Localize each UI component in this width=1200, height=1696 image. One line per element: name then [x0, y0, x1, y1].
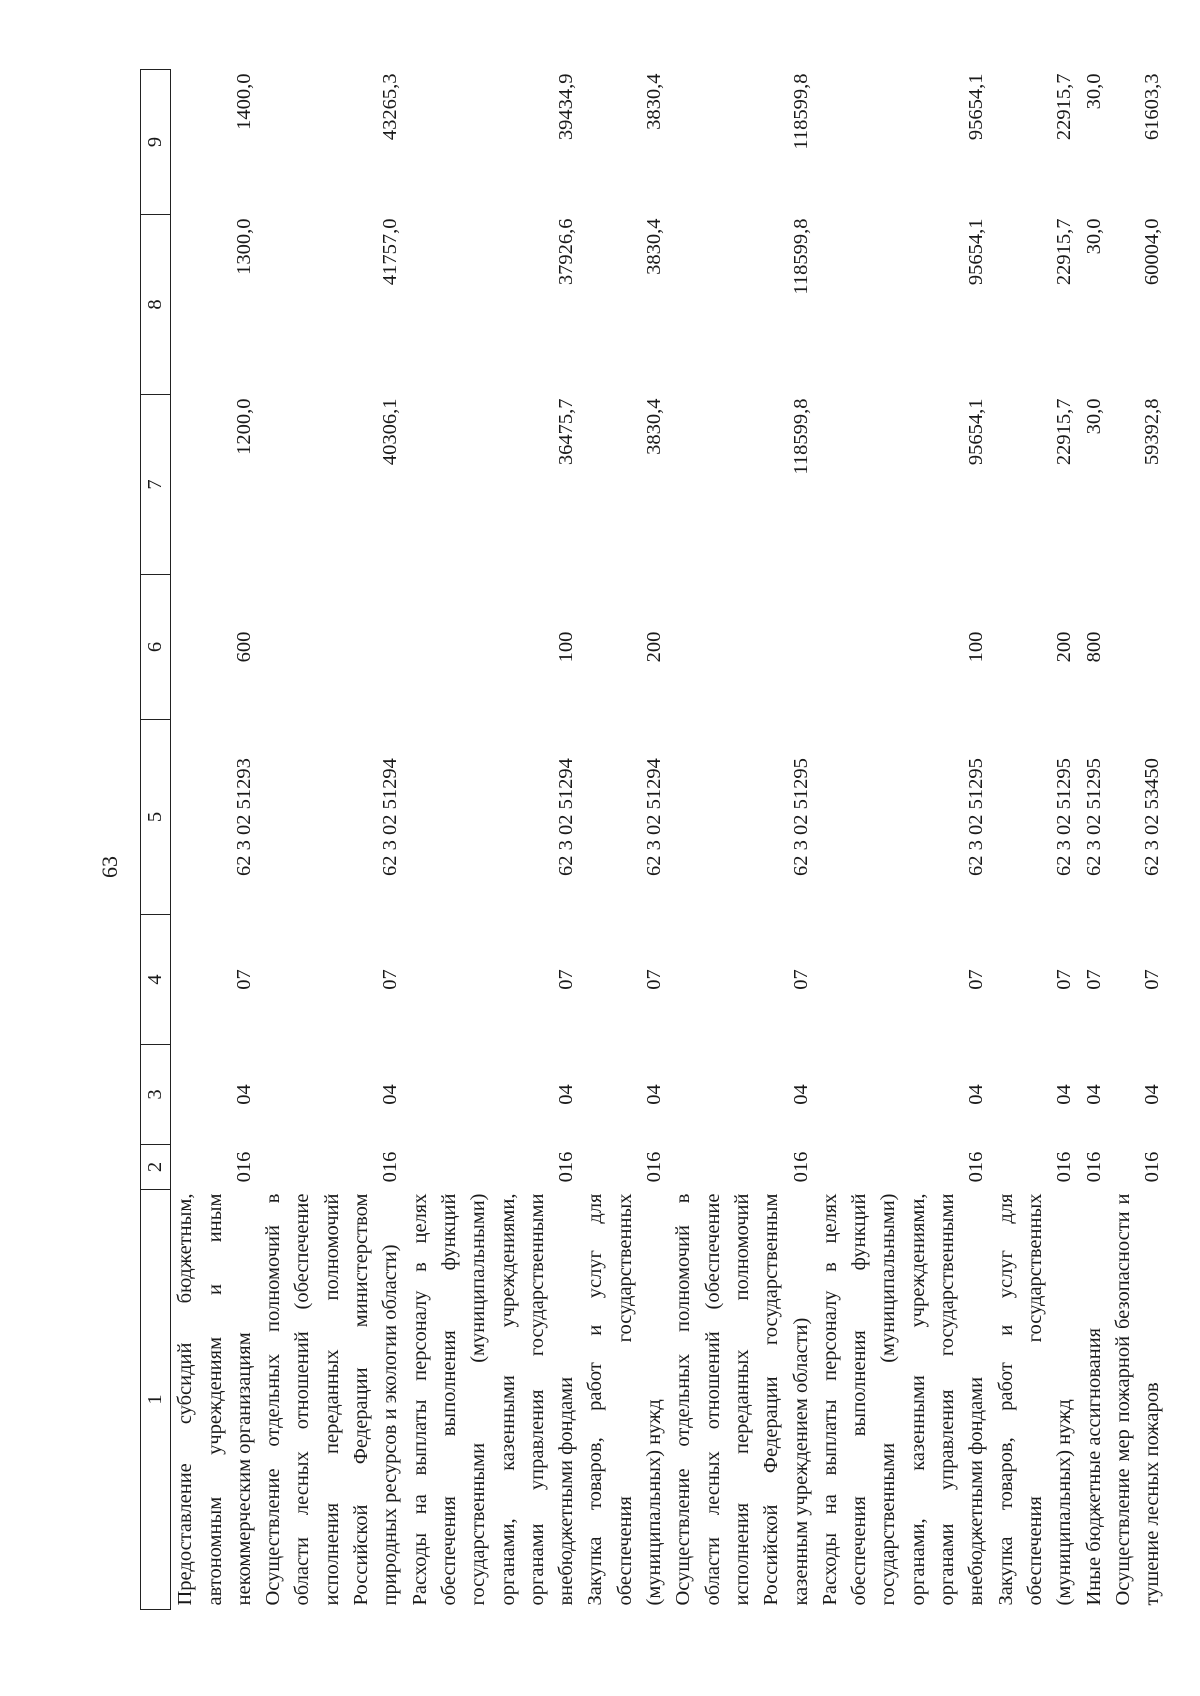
cell-col8: 22915,7 — [1053, 218, 1076, 286]
cell-col7: 59392,8 — [1141, 398, 1164, 466]
table-row — [259, 70, 405, 1610]
cell-col4: 07 — [789, 969, 812, 990]
cell-col6 — [1109, 575, 1168, 720]
cell-col7: 22915,7 — [1053, 398, 1076, 466]
cell-col5: 62 3 02 53450 — [1141, 758, 1164, 876]
cell-col7: 1200,0 — [232, 398, 255, 455]
cell-col3: 04 — [643, 1084, 666, 1105]
cell-col3: 04 — [789, 1084, 812, 1105]
cell-col6: 800 — [1082, 631, 1105, 663]
cell-col5: 62 3 02 51294 — [643, 758, 666, 876]
budget-table — [140, 69, 1167, 1610]
cell-col4: 07 — [1141, 969, 1164, 990]
cell-col9: 43265,3 — [379, 73, 402, 141]
row-name: Предоставление субсидий бюджетным, автономным учреждениям и иным некоммерческим организациям — [174, 1193, 255, 1606]
row-name: Расходы на выплаты персоналу в целях обеспечения выполнения функций государственными (муниципальными) органами, казенными учреждениями, органами управления государственными внебюджетными фондами — [818, 1193, 988, 1606]
cell-col9: 1400,0 — [232, 73, 255, 130]
table-body — [171, 70, 1168, 1610]
cell-col4: 07 — [379, 969, 402, 990]
cell-col4: 07 — [1082, 969, 1105, 990]
table-row — [669, 70, 815, 1610]
row-name: Расходы на выплаты персоналу в целях обеспечения выполнения функций государственными (муниципальными) органами, казенными учреждениями, органами управления государственными внебюджетными фондами — [408, 1193, 578, 1606]
rotated-table-container — [140, 70, 1164, 1610]
row-name: Закупка товаров, работ и услуг для обеспечения государственных (муниципальных) нужд — [994, 1193, 1076, 1606]
cell-col5: 62 3 02 51294 — [379, 758, 402, 876]
table-row — [171, 70, 259, 1610]
cell-col2: 016 — [232, 1151, 255, 1183]
cell-col3: 04 — [1053, 1084, 1076, 1105]
cell-col6: 600 — [232, 631, 255, 663]
cell-col7: 3830,4 — [643, 398, 666, 455]
cell-col9: 22915,7 — [1053, 73, 1076, 141]
row-name: Осуществление мер пожарной безопасности и тушение лесных пожаров — [1111, 1193, 1164, 1606]
cell-col7: 40306,1 — [379, 398, 402, 466]
cell-col4: 07 — [965, 969, 988, 990]
column-header-5: 5 — [141, 720, 171, 915]
cell-col3: 04 — [555, 1084, 578, 1105]
cell-col8: 3830,4 — [643, 218, 666, 275]
column-header-6: 6 — [141, 575, 171, 720]
cell-col9: 30,0 — [1082, 73, 1105, 110]
table-row-with-subrow — [992, 70, 1109, 1610]
cell-col5: 62 3 02 51295 — [1053, 758, 1076, 876]
cell-col7: 118599,8 — [789, 398, 812, 475]
cell-col6: 200 — [643, 631, 666, 663]
cell-col9: 61603,3 — [1141, 73, 1164, 141]
cell-col9: 95654,1 — [965, 73, 988, 141]
cell-col5: 62 3 02 51295 — [1082, 758, 1105, 876]
column-header-8: 8 — [141, 215, 171, 395]
cell-col6: 200 — [1053, 631, 1076, 663]
table-row — [816, 70, 992, 1610]
column-header-7: 7 — [141, 395, 171, 575]
cell-col8: 95654,1 — [965, 218, 988, 286]
cell-col2: 016 — [1141, 1151, 1164, 1183]
column-header-9: 9 — [141, 70, 171, 215]
cell-col4: 07 — [555, 969, 578, 990]
cell-col2: 016 — [965, 1151, 988, 1183]
cell-col7: 30,0 — [1082, 398, 1105, 435]
cell-col2: 016 — [1053, 1151, 1076, 1183]
column-header-2: 2 — [141, 1145, 171, 1190]
cell-col2: 016 — [379, 1151, 402, 1183]
cell-col3: 04 — [232, 1084, 255, 1105]
cell-col3: 04 — [379, 1084, 402, 1105]
cell-col6 — [259, 575, 405, 720]
row-name: Осуществление отдельных полномочий в области лесных отношений (обеспечение исполнения переданных полномочий Российской Федерации государственным казенным учреждением области) — [672, 1193, 812, 1606]
cell-col5: 62 3 02 51293 — [232, 758, 255, 876]
cell-col8: 37926,6 — [555, 218, 578, 286]
cell-col2: 016 — [643, 1151, 666, 1183]
row-name: Иные бюджетные ассигнования — [1082, 1327, 1105, 1606]
column-header-1: 1 — [141, 1190, 171, 1610]
cell-col7: 36475,7 — [555, 398, 578, 466]
table-header — [141, 70, 171, 1610]
column-header-4: 4 — [141, 915, 171, 1045]
cell-col2: 016 — [1082, 1151, 1105, 1183]
column-header-3: 3 — [141, 1045, 171, 1145]
cell-col3: 04 — [1082, 1084, 1105, 1105]
cell-col6: 100 — [555, 631, 578, 663]
cell-col6: 100 — [965, 631, 988, 663]
cell-col4: 07 — [232, 969, 255, 990]
cell-col8: 30,0 — [1082, 218, 1105, 255]
cell-col8: 118599,8 — [789, 218, 812, 295]
cell-col3: 04 — [965, 1084, 988, 1105]
cell-col9: 118599,8 — [789, 73, 812, 150]
table-row — [406, 70, 582, 1610]
cell-col5: 62 3 02 51294 — [555, 758, 578, 876]
cell-col8: 41757,0 — [379, 218, 402, 286]
row-name: Осуществление отдельных полномочий в области лесных отношений (обеспечение исполнения переданных полномочий Российской Федерации министерством природных ресурсов и экологии области) — [262, 1193, 402, 1606]
table-row — [581, 70, 669, 1610]
cell-col4: 07 — [1053, 969, 1076, 990]
cell-col8: 60004,0 — [1141, 218, 1164, 286]
cell-col8: 1300,0 — [232, 218, 255, 275]
header-row — [141, 70, 171, 1610]
table-row — [1109, 70, 1168, 1610]
row-name: Закупка товаров, работ и услуг для обеспечения государственных (муниципальных) нужд — [584, 1193, 666, 1606]
page-number: 63 — [97, 856, 122, 878]
cell-col9: 39434,9 — [555, 73, 578, 141]
cell-col2: 016 — [789, 1151, 812, 1183]
cell-col4: 07 — [643, 969, 666, 990]
cell-col2: 016 — [555, 1151, 578, 1183]
cell-col5: 62 3 02 51295 — [965, 758, 988, 876]
cell-col6 — [669, 575, 815, 720]
cell-col9: 3830,4 — [643, 73, 666, 130]
cell-col5: 62 3 02 51295 — [789, 758, 812, 876]
cell-col7: 95654,1 — [965, 398, 988, 466]
cell-col3: 04 — [1141, 1084, 1164, 1105]
